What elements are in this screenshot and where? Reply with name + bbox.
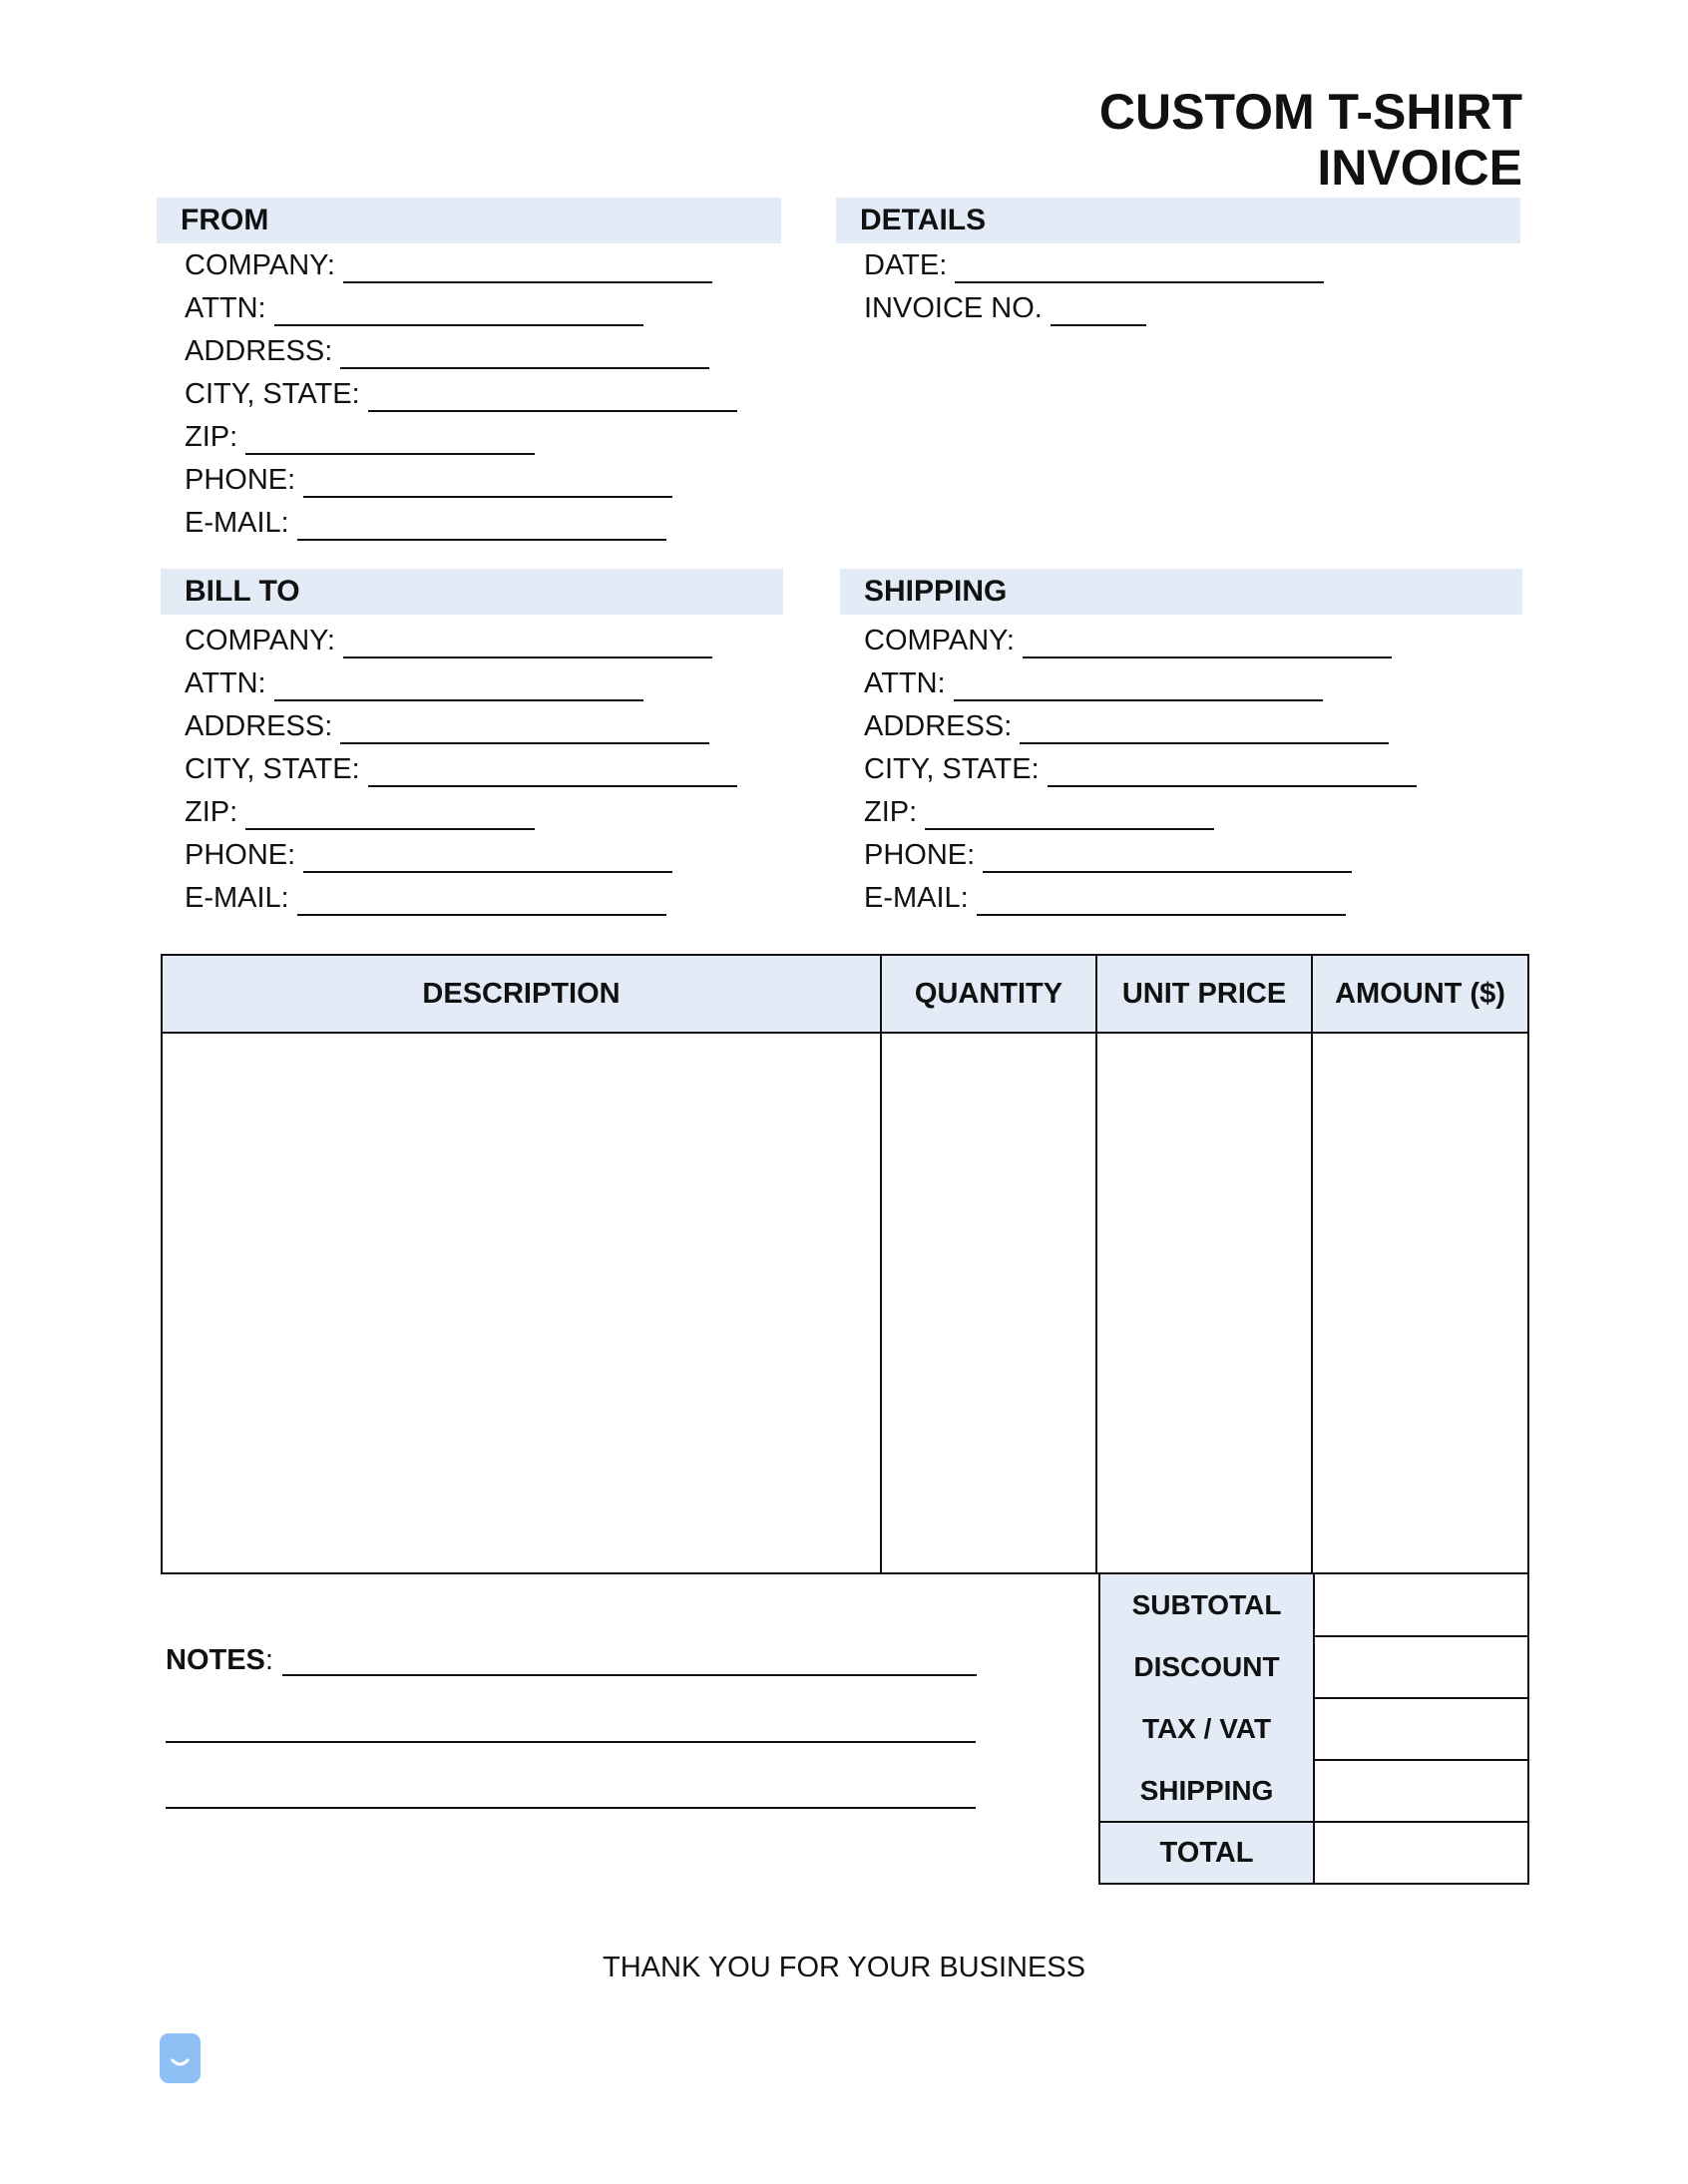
- bill-zip-field[interactable]: [185, 794, 535, 830]
- invoice-title-line2: INVOICE: [1317, 140, 1522, 196]
- bill-company-field[interactable]: [185, 623, 712, 658]
- ship-address-line[interactable]: [1020, 714, 1389, 744]
- from-attn-label: ATTN:: [185, 292, 266, 324]
- bill-company-label: COMPANY:: [185, 625, 335, 656]
- totals-labels-column: [1100, 1574, 1315, 1883]
- notes-label-colon: :: [264, 1644, 273, 1676]
- subtotal-label: SUBTOTAL: [1131, 1589, 1282, 1620]
- from-address-label: ADDRESS:: [185, 335, 333, 367]
- ship-address-label: ADDRESS:: [864, 710, 1013, 742]
- table-header-row: [163, 956, 1527, 1034]
- bill-zip-line[interactable]: [245, 800, 535, 830]
- from-attn-field[interactable]: [185, 290, 643, 326]
- bill-company-line[interactable]: [343, 629, 712, 658]
- ship-email-line[interactable]: [977, 886, 1346, 916]
- notes-label: [166, 1642, 273, 1678]
- ship-zip-label: ZIP:: [864, 796, 918, 828]
- from-heading: FROM: [157, 198, 781, 243]
- column-header-amount: AMOUNT ($): [1335, 978, 1505, 1010]
- ship-attn-label: ATTN:: [864, 667, 946, 699]
- bill-email-label: E-MAIL:: [185, 882, 289, 914]
- from-zip-label: ZIP:: [185, 421, 238, 453]
- from-city-state-line[interactable]: [368, 382, 737, 412]
- subtotal-value-cell[interactable]: [1315, 1574, 1529, 1635]
- totals-block: [1098, 1572, 1529, 1885]
- bill-phone-label: PHONE:: [185, 839, 296, 871]
- total-label: TOTAL: [1159, 1837, 1254, 1869]
- bill-attn-field[interactable]: [185, 665, 643, 701]
- ship-company-field[interactable]: [864, 623, 1392, 658]
- from-phone-label: PHONE:: [185, 464, 296, 496]
- column-header-quantity: QUANTITY: [914, 978, 1063, 1010]
- invoice-number-label: INVOICE NO.: [864, 292, 1043, 324]
- bill-address-label: ADDRESS:: [185, 710, 333, 742]
- from-company-field[interactable]: [185, 247, 712, 283]
- ship-city-state-line[interactable]: [1048, 757, 1417, 787]
- tax-vat-label: TAX / VAT: [1141, 1713, 1272, 1744]
- from-company-line[interactable]: [343, 253, 712, 283]
- description-cell[interactable]: [163, 1034, 880, 1572]
- from-email-line[interactable]: [297, 511, 666, 541]
- discount-value-cell[interactable]: [1315, 1637, 1529, 1697]
- line-items-table: [161, 954, 1529, 1574]
- invoice-title-line1: CUSTOM T-SHIRT: [1098, 84, 1522, 140]
- invoice-number-line[interactable]: [1051, 296, 1146, 326]
- brand-logo-icon: [160, 2033, 201, 2083]
- from-attn-line[interactable]: [274, 296, 643, 326]
- notes-line[interactable]: [166, 1741, 976, 1743]
- bill-address-line[interactable]: [340, 714, 709, 744]
- shipping-value-cell[interactable]: [1315, 1761, 1529, 1821]
- notes-line[interactable]: [166, 1807, 976, 1809]
- ship-attn-line[interactable]: [954, 671, 1323, 701]
- bill-phone-field[interactable]: [185, 837, 672, 873]
- from-email-field[interactable]: [185, 505, 666, 541]
- from-phone-line[interactable]: [303, 468, 672, 498]
- ship-email-field[interactable]: [864, 880, 1346, 916]
- bill-address-field[interactable]: [185, 708, 709, 744]
- from-city-state-label: CITY, STATE:: [185, 378, 360, 410]
- bill-email-line[interactable]: [297, 886, 666, 916]
- bill-city-state-line[interactable]: [368, 757, 737, 787]
- ship-city-state-label: CITY, STATE:: [864, 753, 1040, 785]
- shipping-total-label: SHIPPING: [1139, 1775, 1274, 1806]
- amount-cell[interactable]: [1313, 1034, 1527, 1572]
- date-field[interactable]: [864, 247, 1324, 283]
- quantity-cell[interactable]: [882, 1034, 1095, 1572]
- tax-vat-value-cell[interactable]: [1315, 1699, 1529, 1759]
- invoice-number-field[interactable]: [864, 290, 1146, 326]
- ship-phone-line[interactable]: [983, 843, 1352, 873]
- bill-attn-label: ATTN:: [185, 667, 266, 699]
- bill-zip-label: ZIP:: [185, 796, 238, 828]
- bill-phone-line[interactable]: [303, 843, 672, 873]
- ship-address-field[interactable]: [864, 708, 1389, 744]
- from-address-field[interactable]: [185, 333, 709, 369]
- total-value-cell[interactable]: [1315, 1823, 1529, 1883]
- column-header-unit-price: UNIT PRICE: [1121, 978, 1287, 1010]
- bill-attn-line[interactable]: [274, 671, 643, 701]
- unit-price-cell[interactable]: [1097, 1034, 1311, 1572]
- shipping-heading: SHIPPING: [840, 569, 1522, 615]
- from-zip-line[interactable]: [245, 425, 535, 455]
- ship-phone-label: PHONE:: [864, 839, 976, 871]
- ship-company-label: COMPANY:: [864, 625, 1015, 656]
- ship-phone-field[interactable]: [864, 837, 1352, 873]
- discount-label: DISCOUNT: [1133, 1651, 1280, 1682]
- bill-city-state-label: CITY, STATE:: [185, 753, 360, 785]
- from-zip-field[interactable]: [185, 419, 535, 455]
- bill-to-heading: BILL TO: [161, 569, 783, 615]
- bill-city-state-field[interactable]: [185, 751, 737, 787]
- from-address-line[interactable]: [340, 339, 709, 369]
- smile-icon: [160, 2033, 201, 2083]
- from-company-label: COMPANY:: [185, 249, 335, 281]
- notes-line[interactable]: [282, 1674, 977, 1676]
- ship-email-label: E-MAIL:: [864, 882, 969, 914]
- from-email-label: E-MAIL:: [185, 507, 289, 539]
- bill-email-field[interactable]: [185, 880, 666, 916]
- from-phone-field[interactable]: [185, 462, 672, 498]
- from-city-state-field[interactable]: [185, 376, 737, 412]
- ship-city-state-field[interactable]: [864, 751, 1417, 787]
- date-label: DATE:: [864, 249, 948, 281]
- column-header-description: DESCRIPTION: [422, 978, 621, 1010]
- ship-zip-field[interactable]: [864, 794, 1214, 830]
- ship-zip-line[interactable]: [925, 800, 1214, 830]
- ship-attn-field[interactable]: [864, 665, 1323, 701]
- thank-you-message: THANK YOU FOR YOUR BUSINESS: [603, 1952, 1085, 1983]
- details-heading: DETAILS: [836, 198, 1520, 243]
- ship-company-line[interactable]: [1023, 629, 1392, 658]
- notes-label-text: NOTES: [166, 1644, 265, 1676]
- date-line[interactable]: [955, 253, 1324, 283]
